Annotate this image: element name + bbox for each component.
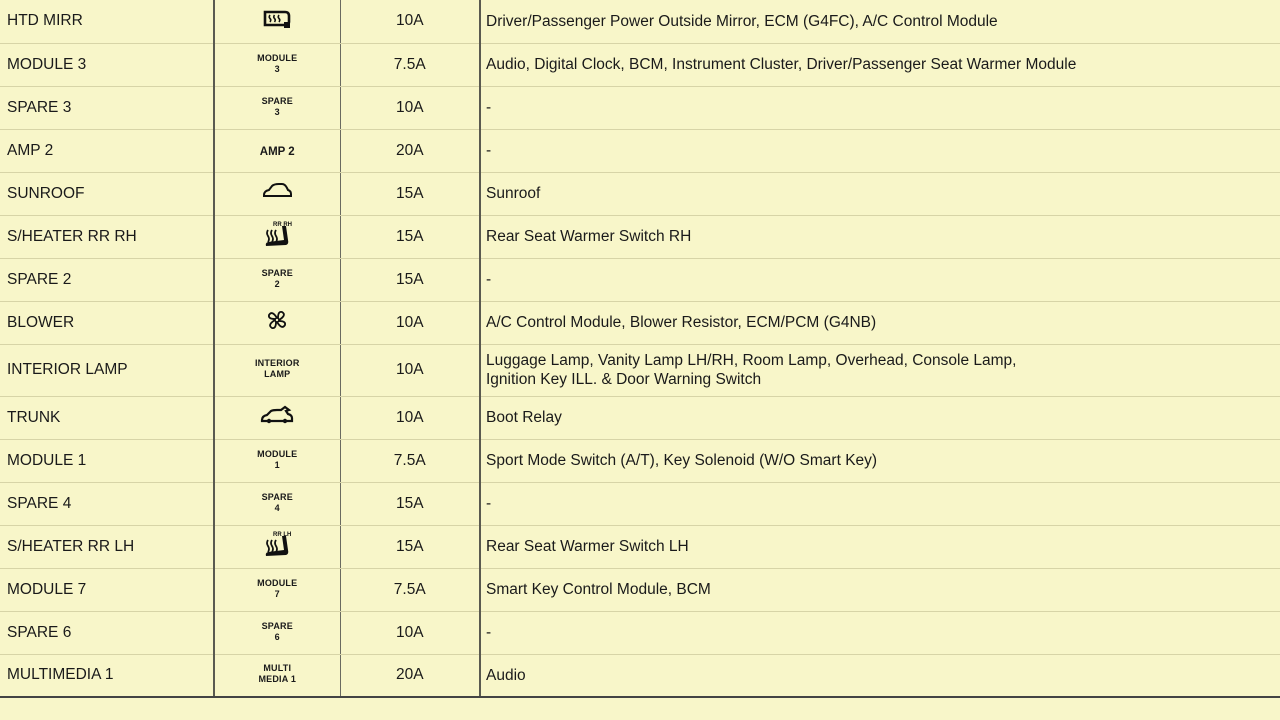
fuse-description: Rear Seat Warmer Switch LH: [480, 525, 1280, 568]
fuse-amperage: 10A: [340, 344, 480, 396]
fuse-symbol: [214, 129, 340, 172]
fuse-description: Audio: [480, 654, 1280, 697]
svg-text:RR LH: RR LH: [273, 532, 292, 538]
fuse-description: -: [480, 611, 1280, 654]
fuse-row: [0, 568, 1280, 611]
fuse-symbol: [214, 215, 340, 258]
fuse-symbol: [214, 43, 340, 86]
fuse-name: MULTIMEDIA 1: [0, 654, 214, 697]
fuse-symbol: [214, 654, 340, 697]
fuse-symbol: [214, 611, 340, 654]
fuse-name: AMP 2: [0, 129, 214, 172]
fuse-symbol: [214, 568, 340, 611]
fuse-amperage: 15A: [340, 482, 480, 525]
fuse-description: Boot Relay: [480, 396, 1280, 439]
fuse-symbol: [214, 301, 340, 344]
fuse-name: SPARE 4: [0, 482, 214, 525]
seat-heater-rr-rh-icon: [260, 220, 294, 248]
fuse-name: MODULE 1: [0, 439, 214, 482]
fuse-name: SPARE 3: [0, 86, 214, 129]
fuse-symbol: [214, 86, 340, 129]
heated-mirror-icon: [262, 9, 292, 29]
fuse-description: Driver/Passenger Power Outside Mirror, ECM (G4FC), A/C Control Module: [480, 0, 1280, 43]
fuse-amperage: 15A: [340, 525, 480, 568]
fuse-name: MODULE 7: [0, 568, 214, 611]
fuse-symbol-label: SPARE 3: [261, 95, 293, 117]
fuse-row: [0, 0, 1280, 43]
fuse-symbol-label: MODULE 7: [257, 577, 298, 599]
fuse-row: [0, 482, 1280, 525]
fuse-symbol-label: INTERIOR LAMP: [254, 358, 300, 379]
fuse-row: [0, 611, 1280, 654]
fuse-symbol: [214, 482, 340, 525]
fuse-symbol: [214, 172, 340, 215]
fuse-symbol: [214, 344, 340, 396]
fuse-description: Sport Mode Switch (A/T), Key Solenoid (W/O Smart Key): [480, 439, 1280, 482]
fuse-amperage: 20A: [340, 129, 480, 172]
fuse-row: [0, 43, 1280, 86]
fuse-row: [0, 172, 1280, 215]
fuse-name: SUNROOF: [0, 172, 214, 215]
fuse-amperage: 7.5A: [340, 43, 480, 86]
fuse-name: SPARE 6: [0, 611, 214, 654]
fuse-amperage: 15A: [340, 172, 480, 215]
fuse-symbol-label: MODULE 3: [257, 52, 298, 74]
fuse-description: -: [480, 258, 1280, 301]
fuse-description: Rear Seat Warmer Switch RH: [480, 215, 1280, 258]
fuse-row: [0, 344, 1280, 396]
fuse-description: -: [480, 129, 1280, 172]
fuse-symbol: [214, 0, 340, 43]
fuse-amperage: 7.5A: [340, 568, 480, 611]
fuse-symbol: [214, 396, 340, 439]
fuse-amperage: 10A: [340, 611, 480, 654]
fuse-amperage: 7.5A: [340, 439, 480, 482]
fuse-symbol-label: MODULE 1: [257, 448, 298, 470]
fuse-name: S/HEATER RR LH: [0, 525, 214, 568]
fuse-description: Smart Key Control Module, BCM: [480, 568, 1280, 611]
seat-heater-rr-lh-icon: [260, 530, 294, 558]
trunk-icon: [259, 405, 295, 425]
fuse-amperage: 10A: [340, 86, 480, 129]
fuse-name: S/HEATER RR RH: [0, 215, 214, 258]
fuse-symbol: [214, 258, 340, 301]
fuse-row: [0, 258, 1280, 301]
svg-text:RR RH: RR RH: [273, 222, 293, 228]
fuse-description: -: [480, 86, 1280, 129]
fuse-row: [0, 654, 1280, 697]
fuse-row: [0, 301, 1280, 344]
fuse-name: TRUNK: [0, 396, 214, 439]
fuse-symbol-label: AMP 2: [259, 145, 295, 158]
fuse-symbol-label: SPARE 6: [261, 620, 293, 642]
fuse-amperage: 20A: [340, 654, 480, 697]
fuse-name: INTERIOR LAMP: [0, 344, 214, 396]
fuse-symbol-label: MULTI MEDIA 1: [258, 663, 297, 685]
fuse-row: [0, 129, 1280, 172]
fuse-row: [0, 525, 1280, 568]
fuse-name: SPARE 2: [0, 258, 214, 301]
fuse-row: [0, 439, 1280, 482]
fuse-row: [0, 86, 1280, 129]
fuse-amperage: 10A: [340, 396, 480, 439]
fuse-symbol-label: SPARE 2: [261, 267, 293, 289]
fuse-description: Audio, Digital Clock, BCM, Instrument Cluster, Driver/Passenger Seat Warmer Module: [480, 43, 1280, 86]
fuse-row: [0, 215, 1280, 258]
fuse-symbol-label: SPARE 4: [261, 491, 293, 513]
fuse-amperage: 10A: [340, 301, 480, 344]
fuse-description: -: [480, 482, 1280, 525]
fuse-description: Sunroof: [480, 172, 1280, 215]
fuse-name: HTD MIRR: [0, 0, 214, 43]
fuse-name: MODULE 3: [0, 43, 214, 86]
fuse-amperage: 15A: [340, 258, 480, 301]
fuse-amperage: 10A: [340, 0, 480, 43]
sunroof-icon: [261, 182, 293, 200]
fuse-description: Luggage Lamp, Vanity Lamp LH/RH, Room Lamp, Overhead, Console Lamp, Ignition Key ILL. & Door Warning Switch: [480, 344, 1280, 396]
fuse-symbol: [214, 525, 340, 568]
fuse-description: A/C Control Module, Blower Resistor, ECM/PCM (G4NB): [480, 301, 1280, 344]
fuse-row: [0, 396, 1280, 439]
fuse-name: BLOWER: [0, 301, 214, 344]
fuse-amperage: 15A: [340, 215, 480, 258]
fuse-symbol: [214, 439, 340, 482]
blower-fan-icon: [265, 308, 289, 332]
